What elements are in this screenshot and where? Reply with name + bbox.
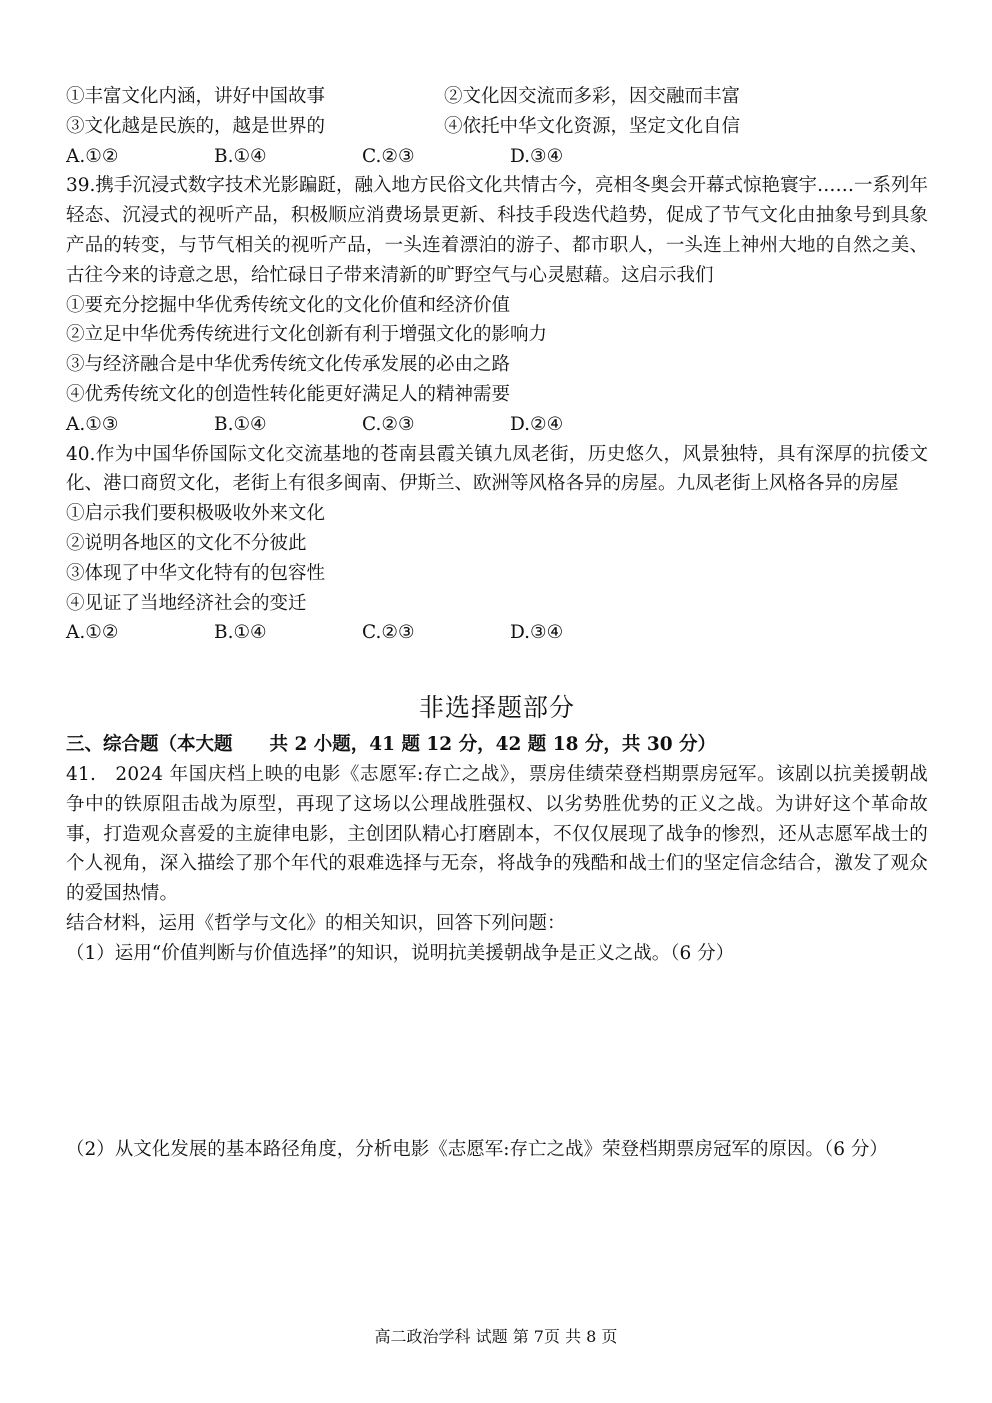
choice-d: D.③④ xyxy=(510,622,564,644)
q40-option-4: ④见证了当地经济社会的变迁 xyxy=(66,592,307,614)
choice-a: A.①③ xyxy=(66,413,119,435)
question-41-material: 41. 2024 年国庆档上映的电影《志愿军:存亡之战》，票房佳绩荣登档期票房冠军。该剧以抗美援朝战争中的铁原阻击战为原型，再现了这场以公理战胜强权、以劣势胜优势的正义之战。为讲好这个革命故事，打造观众喜爱的主旋律电影，主创团队精心打磨剧本，不仅仅展现了战争的惨烈，还从志愿军战士的个人视角，深入描绘了那个年代的艰难选择与无奈，将战争的残酷和战士们的坚定信念结合，激发了观众的爱国热情。 xyxy=(66,763,928,905)
question-39-stem: 39.携手沉浸式数字技术光影蹁跹，融入地方民俗文化共情古今，亮相冬奥会开幕式惊艳寰宇……一系列年轻态、沉浸式的视听产品，积极顺应消费场景更新、科技手段迭代趋势，促成了节气文化由抽象号到具象产品的转变，与节气相关的视听产品，一头连着漂泊的游子、都市职人，一头连上神州大地的自然之美、古往今来的诗意之思，给忙碌日子带来清新的旷野空气与心灵慰藉。这启示我们 xyxy=(66,175,928,286)
section-title: 非选择题部分 xyxy=(418,693,575,723)
choice-c: C.②③ xyxy=(362,413,415,435)
choice-b: B.①④ xyxy=(214,622,267,644)
choice-a: A.①② xyxy=(66,622,119,644)
choice-c: C.②③ xyxy=(362,622,415,644)
q39-option-2: ②立足中华优秀传统进行文化创新有利于增强文化的影响力 xyxy=(66,324,548,346)
option-1: ①丰富文化内涵，讲好中国故事 xyxy=(66,86,326,107)
choice-d: D.②④ xyxy=(510,413,564,435)
part-three-heading: 三、综合题（本大题 共 2 小题，41 题 12 分，42 题 18 分，共 30 分） xyxy=(66,734,717,756)
question-41-sub-2: （2）从文化发展的基本路径角度，分析电影《志愿军:存亡之战》荣登档期票房冠军的原因。（6 分） xyxy=(66,1138,888,1160)
q39-option-1: ①要充分挖掘中华优秀传统文化的文化价值和经济价值 xyxy=(66,294,511,316)
option-4: ④依托中华文化资源，坚定文化自信 xyxy=(444,115,741,137)
answer-choices xyxy=(66,142,928,172)
choice-c: C.②③ xyxy=(362,145,415,167)
q40-answer-choices xyxy=(66,618,928,648)
question-41-instruction: 结合材料，运用《哲学与文化》的相关知识，回答下列问题： xyxy=(66,912,566,934)
exam-page xyxy=(66,82,928,1164)
q40-option-2: ②说明各地区的文化不分彼此 xyxy=(66,532,307,554)
question-41-sub-1: （1）运用“价值判断与价值选择”的知识，说明抗美援朝战争是正义之战。（6 分） xyxy=(66,942,735,964)
q40-option-1: ①启示我们要积极吸收外来文化 xyxy=(66,503,326,525)
page-footer: 高二政治学科 试题 第 7页 共 8 页 xyxy=(374,1327,618,1346)
option-row xyxy=(66,112,928,142)
q40-option-3: ③体现了中华文化特有的包容性 xyxy=(66,562,326,584)
choice-a: A.①② xyxy=(66,145,119,167)
option-3: ③文化越是民族的，越是世界的 xyxy=(66,115,326,137)
choice-b: B.①④ xyxy=(214,145,267,167)
option-row xyxy=(66,82,928,112)
answer-space xyxy=(66,969,928,1135)
q39-option-3: ③与经济融合是中华优秀传统文化传承发展的必由之路 xyxy=(66,354,511,376)
choice-b: B.①④ xyxy=(214,413,267,435)
question-40-stem: 40.作为中国华侨国际文化交流基地的苍南县霞关镇九凤老街，历史悠久，风景独特，具有深厚的抗倭文化、港口商贸文化，老街上有很多闽南、伊斯兰、欧洲等风格各异的房屋。九凤老街上风格各异的房屋 xyxy=(66,443,928,495)
q39-option-4: ④优秀传统文化的创造性转化能更好满足人的精神需要 xyxy=(66,383,511,405)
choice-d: D.③④ xyxy=(510,145,564,167)
q39-answer-choices xyxy=(66,410,928,440)
option-2: ②文化因交流而多彩，因交融而丰富 xyxy=(444,86,741,107)
